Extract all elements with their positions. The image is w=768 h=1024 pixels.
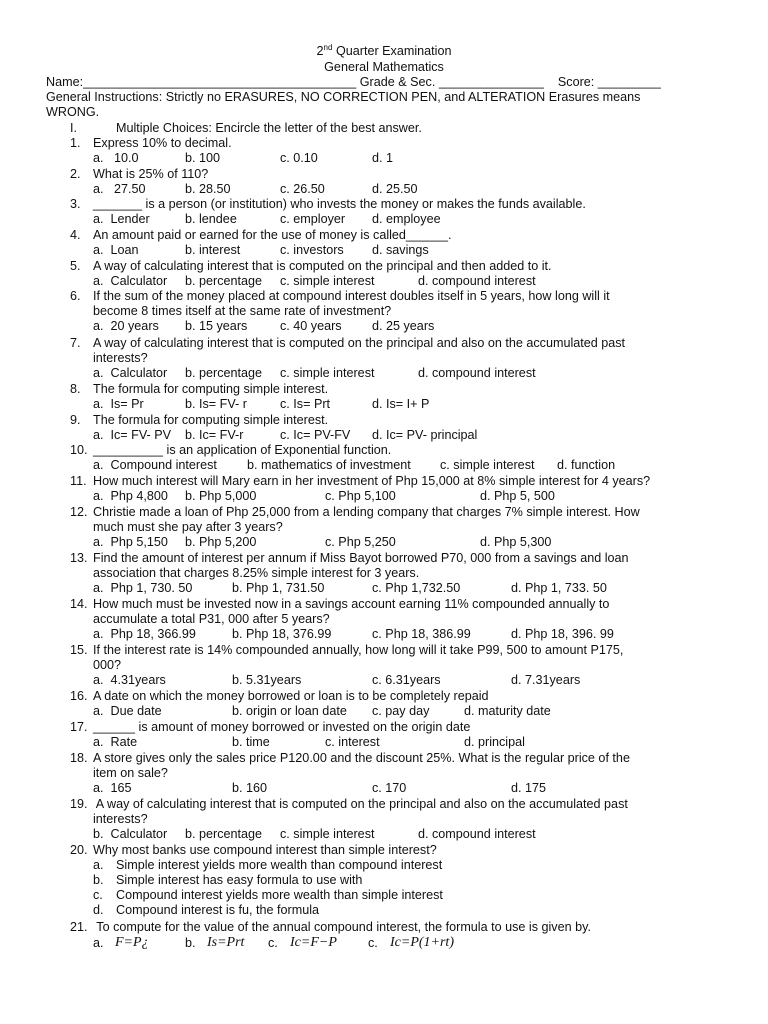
answer-choice: d. savings xyxy=(372,243,429,257)
answer-choice: Simple interest has easy formula to use with xyxy=(116,873,363,887)
question-text-continued: 000? xyxy=(93,658,122,672)
answer-choice: Compound interest is fu, the formula xyxy=(116,903,320,917)
question-text: If the interest rate is 14% compounded annually, how long will it take P99, 500 to amount P175, xyxy=(93,643,624,657)
question-number: 8. xyxy=(70,382,81,396)
question-text: The formula for computing simple interest. xyxy=(93,382,329,396)
question-text: A date on which the money borrowed or loan is to be completely repaid xyxy=(93,689,489,703)
question-number: 3. xyxy=(70,197,81,211)
answer-choice: c. Php 1,732.50 xyxy=(372,581,461,595)
answer-choice: b. percentage xyxy=(185,366,263,380)
question-text: A way of calculating interest that is computed on the principal and also on the accumulated past xyxy=(93,797,628,811)
answer-choice-letter: b. xyxy=(93,873,104,887)
answer-choice: c. Php 5,100 xyxy=(325,489,396,503)
answer-choice-letter: c. xyxy=(368,936,378,950)
question-number: 4. xyxy=(70,228,81,242)
answer-choice: b. interest xyxy=(185,243,241,257)
answer-choice: b. percentage xyxy=(185,827,263,841)
answer-choice: b. percentage xyxy=(185,274,263,288)
answer-choice: b. Php 5,000 xyxy=(185,489,257,503)
answer-choice: d. Php 1, 733. 50 xyxy=(511,581,607,595)
question-number: 19. xyxy=(70,797,88,811)
exam-number: 2 xyxy=(316,44,324,58)
part-number: I. xyxy=(70,121,77,135)
question-text-continued: interests? xyxy=(93,812,148,826)
question-number: 5. xyxy=(70,259,81,273)
question-text: An amount paid or earned for the use of money is called______. xyxy=(93,228,452,242)
answer-choice: c. pay day xyxy=(372,704,430,718)
part-title: Multiple Choices: Encircle the letter of the best answer. xyxy=(116,121,422,135)
question-text: To compute for the value of the annual compound interest, the formula to use is given by. xyxy=(93,920,591,934)
answer-choice: d. 25.50 xyxy=(372,182,418,196)
answer-choice: a. 10.0 xyxy=(93,151,139,165)
answer-choice: b. Php 18, 376.99 xyxy=(232,627,332,641)
answer-choice: a. Lender xyxy=(93,212,150,226)
question-number: 21. xyxy=(70,920,88,934)
answer-choice: c. Php 5,250 xyxy=(325,535,396,549)
question-number: 16. xyxy=(70,689,88,703)
answer-choice: c. employer xyxy=(280,212,346,226)
subject-title: General Mathematics xyxy=(324,60,444,74)
answer-choice: d. maturity date xyxy=(464,704,551,718)
answer-choice: a. Calculator xyxy=(93,366,168,380)
answer-choice: d. Ic= PV- principal xyxy=(372,428,478,442)
question-text: Find the amount of interest per annum if Miss Bayot borrowed P70, 000 from a savings and loan xyxy=(93,551,629,565)
question-number: 2. xyxy=(70,167,81,181)
answer-choice: b. 15 years xyxy=(185,319,248,333)
question-text-continued: association that charges 8.25% simple interest for 3 years. xyxy=(93,566,420,580)
question-number: 13. xyxy=(70,551,88,565)
answer-choice: c. Is= Prt xyxy=(280,397,331,411)
question-text-continued: accumulate a total P31, 000 after 5 years? xyxy=(93,612,330,626)
question-number: 1. xyxy=(70,136,81,150)
answer-choice: c. simple interest xyxy=(280,827,375,841)
answer-choice: a. Compound interest xyxy=(93,458,217,472)
answer-choice: c. interest xyxy=(325,735,380,749)
question-text-continued: much must she pay after 3 years? xyxy=(93,520,283,534)
answer-choice: d. compound interest xyxy=(418,827,536,841)
answer-choice: a. Loan xyxy=(93,243,139,257)
question-number: 18. xyxy=(70,751,88,765)
answer-choice: c. 6.31years xyxy=(372,673,441,687)
question-text: ______ is amount of money borrowed or invested on the origin date xyxy=(93,720,471,734)
answer-choice-letter: c. xyxy=(93,888,103,902)
answer-choice: a. 165 xyxy=(93,781,132,795)
answer-choice: c. 0.10 xyxy=(280,151,318,165)
answer-choice-letter: c. xyxy=(268,936,278,950)
formula-choice: F=P¿ xyxy=(115,935,149,950)
question-text: Why most banks use compound interest than simple interest? xyxy=(93,843,437,857)
question-number: 14. xyxy=(70,597,88,611)
answer-choice: d. Php 5, 500 xyxy=(480,489,555,503)
answer-choice: b. Php 5,200 xyxy=(185,535,257,549)
question-text: _______ is a person (or institution) who invests the money or makes the funds available. xyxy=(93,197,586,211)
answer-choice: d. compound interest xyxy=(418,274,536,288)
answer-choice: a. Php 5,150 xyxy=(93,535,168,549)
question-number: 6. xyxy=(70,289,81,303)
answer-choice: c. Php 18, 386.99 xyxy=(372,627,471,641)
answer-choice: c. 40 years xyxy=(280,319,342,333)
answer-choice: a. 4.31years xyxy=(93,673,166,687)
answer-choice: d. Is= I+ P xyxy=(372,397,430,411)
answer-choice: b. Calculator xyxy=(93,827,168,841)
question-text: Express 10% to decimal. xyxy=(93,136,232,150)
answer-choice: a. Calculator xyxy=(93,274,168,288)
question-number: 11. xyxy=(70,474,87,488)
question-text-continued: become 8 times itself at the same rate of investment? xyxy=(93,304,392,318)
answer-choice: b. 100 xyxy=(185,151,221,165)
answer-choice: d. 7.31years xyxy=(511,673,581,687)
question-text: How much interest will Mary earn in her investment of Php 15,000 at 8% simple interest for 4 years? xyxy=(93,474,651,488)
answer-choice: a. Rate xyxy=(93,735,138,749)
answer-choice: a. Php 1, 730. 50 xyxy=(93,581,193,595)
question-text: A way of calculating interest that is computed on the principal and also on the accumulated past xyxy=(93,336,626,350)
question-text: How much must be invested now in a savings account earning 11% compounded annually to xyxy=(93,597,610,611)
question-text: A store gives only the sales price P120.00 and the discount 25%. What is the regular price of the xyxy=(93,751,630,765)
answer-choice: d. function xyxy=(557,458,616,472)
answer-choice: d. 25 years xyxy=(372,319,435,333)
question-text: __________ is an application of Exponential function. xyxy=(93,443,392,457)
exam-number-suffix: nd xyxy=(323,42,333,52)
answer-choice: a. Php 18, 366.99 xyxy=(93,627,196,641)
answer-choice: b. Is= FV- r xyxy=(185,397,247,411)
question-text: The formula for computing simple interest. xyxy=(93,413,329,427)
question-text-continued: interests? xyxy=(93,351,148,365)
answer-choice: c. Ic= PV-FV xyxy=(280,428,351,442)
answer-choice: d. 1 xyxy=(372,151,394,165)
answer-choice: b. 28.50 xyxy=(185,182,231,196)
answer-choice: b. mathematics of investment xyxy=(247,458,411,472)
question-text: Christie made a loan of Php 25,000 from a lending company that charges 7% simple interest. How xyxy=(93,505,640,519)
answer-choice: b. time xyxy=(232,735,270,749)
answer-choice: d. Php 5,300 xyxy=(480,535,552,549)
exam-title-rest: Quarter Examination xyxy=(332,44,452,58)
answer-choice: b. 160 xyxy=(232,781,268,795)
answer-choice: d. 175 xyxy=(511,781,547,795)
formula-choice: Ic=F−P xyxy=(290,935,337,950)
answer-choice: c. investors xyxy=(280,243,344,257)
question-number: 20. xyxy=(70,843,88,857)
question-number: 17. xyxy=(70,720,88,734)
answer-choice: b. lendee xyxy=(185,212,237,226)
formula-choice: Is=Prt xyxy=(207,935,245,950)
answer-choice: c. 26.50 xyxy=(280,182,325,196)
question-number: 7. xyxy=(70,336,81,350)
answer-choice: a. 27.50 xyxy=(93,182,146,196)
general-instructions-continued: WRONG. xyxy=(46,105,100,119)
answer-choice: Simple interest yields more wealth than compound interest xyxy=(116,858,443,872)
answer-choice: d. Php 18, 396. 99 xyxy=(511,627,614,641)
answer-choice: c. simple interest xyxy=(440,458,535,472)
question-number: 9. xyxy=(70,413,81,427)
general-instructions: General Instructions: Strictly no ERASURES, NO CORRECTION PEN, and ALTERATION Erasures means xyxy=(46,90,641,104)
answer-choice: d. principal xyxy=(464,735,525,749)
answer-choice: a. Php 4,800 xyxy=(93,489,168,503)
answer-choice: Compound interest yields more wealth than simple interest xyxy=(116,888,443,902)
answer-choice: d. compound interest xyxy=(418,366,536,380)
exam-title xyxy=(0,44,768,59)
answer-choice-letter: a. xyxy=(93,936,104,950)
formula-choice: Ic=P(1+rt) xyxy=(390,935,454,950)
question-text: A way of calculating interest that is computed on the principal and then added to it. xyxy=(93,259,552,273)
question-number: 15. xyxy=(70,643,88,657)
answer-choice: a. Due date xyxy=(93,704,162,718)
answer-choice: a. Ic= FV- PV xyxy=(93,428,172,442)
answer-choice: b. 5.31years xyxy=(232,673,302,687)
answer-choice: d. employee xyxy=(372,212,441,226)
answer-choice: c. simple interest xyxy=(280,366,375,380)
question-number: 10. xyxy=(70,443,88,457)
answer-choice: b. origin or loan date xyxy=(232,704,347,718)
question-text-continued: item on sale? xyxy=(93,766,168,780)
answer-choice: b. Ic= FV-r xyxy=(185,428,244,442)
answer-choice-letter: a. xyxy=(93,858,104,872)
answer-choice: c. simple interest xyxy=(280,274,375,288)
question-text: If the sum of the money placed at compound interest doubles itself in 5 years, how long will it xyxy=(93,289,610,303)
answer-choice: a. 20 years xyxy=(93,319,159,333)
answer-choice: a. Is= Pr xyxy=(93,397,144,411)
name-grade-score-line: Name:_______________________________________ Grade & Sec. _______________ Score: _________ xyxy=(46,75,661,89)
answer-choice-letter: b. xyxy=(185,936,196,950)
answer-choice-letter: d. xyxy=(93,903,104,917)
answer-choice: c. 170 xyxy=(372,781,407,795)
question-text: What is 25% of 110? xyxy=(93,167,209,181)
answer-choice: b. Php 1, 731.50 xyxy=(232,581,325,595)
question-number: 12. xyxy=(70,505,88,519)
